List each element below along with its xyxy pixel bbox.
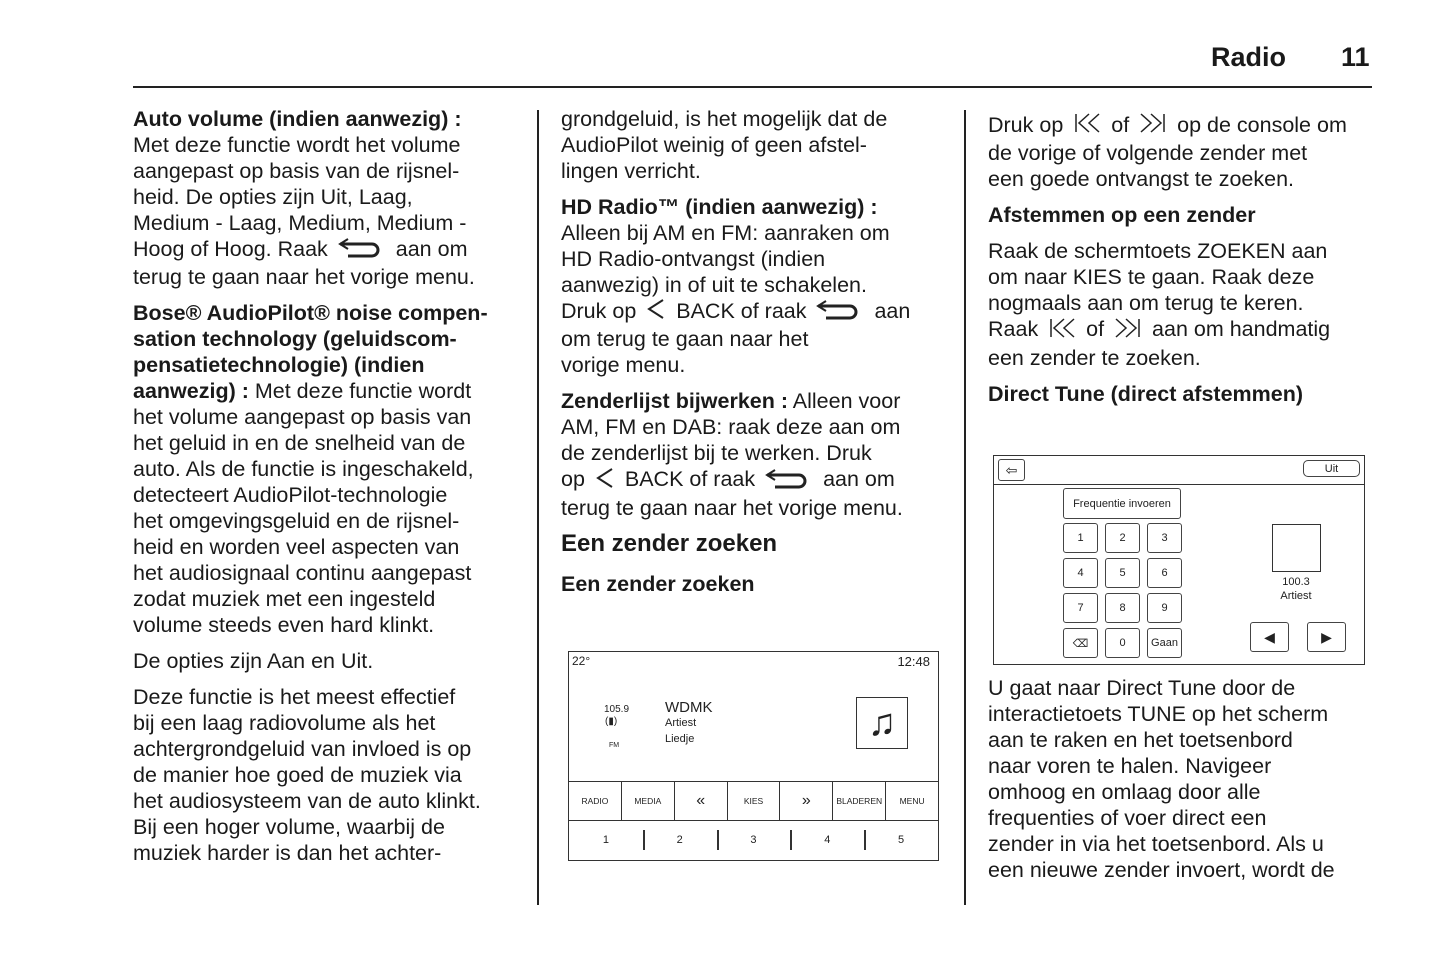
text-run: aanwezig) in of uit te schakelen. bbox=[561, 273, 867, 297]
text-run: of bbox=[1105, 113, 1136, 137]
preset-3: 3 bbox=[750, 834, 757, 846]
frequency: 105.9 bbox=[604, 704, 630, 715]
text-run: Druk op bbox=[561, 299, 643, 323]
radio-screen-illustration bbox=[568, 651, 939, 861]
text-run: zender in via het toetsenbord. Als u bbox=[988, 832, 1324, 856]
text-run: of bbox=[1080, 317, 1111, 342]
text-line bbox=[133, 352, 533, 378]
text-line bbox=[133, 210, 533, 236]
preset-slot bbox=[643, 821, 717, 859]
text-line bbox=[561, 326, 956, 352]
text-run: het audiosignaal continu aangepast bbox=[133, 561, 472, 586]
text-line bbox=[133, 612, 533, 638]
key-0: 0 bbox=[1105, 628, 1140, 658]
chevron-left-icon bbox=[646, 298, 666, 326]
text-line bbox=[133, 710, 533, 736]
text-line bbox=[133, 430, 533, 456]
back-arrow-icon: ⇦ bbox=[998, 459, 1025, 481]
text-line bbox=[133, 736, 533, 762]
text-run: aan om handmatig bbox=[1146, 317, 1331, 342]
text-line bbox=[133, 378, 533, 404]
text-run: naar voren te halen. Navigeer bbox=[988, 754, 1272, 778]
text-line bbox=[133, 184, 533, 210]
text-line bbox=[133, 586, 533, 612]
text-run: omhoog en omlaag door alle bbox=[988, 780, 1261, 804]
text-run: Hoog of Hoog. Raak bbox=[133, 237, 334, 261]
column-2-text bbox=[561, 106, 956, 521]
preset-bar bbox=[569, 821, 938, 859]
text-line bbox=[561, 352, 956, 378]
text-run: HD Radio™ (indien aanwezig) : bbox=[561, 195, 878, 219]
direct-tune-screen-illustration bbox=[993, 455, 1365, 665]
text-line bbox=[988, 727, 1373, 753]
text-run: aanwezig) : bbox=[133, 379, 249, 404]
text-line bbox=[988, 166, 1373, 192]
text-run: sation technology (geluidscom- bbox=[133, 327, 457, 352]
text-line bbox=[561, 440, 956, 466]
text-run: vorige menu. bbox=[561, 353, 686, 378]
text-run: Raak bbox=[988, 317, 1045, 342]
column-3-top bbox=[988, 112, 1373, 417]
radio-button-0: RADIO bbox=[581, 796, 609, 806]
preset-separator bbox=[717, 830, 719, 850]
key-7: 7 bbox=[1063, 593, 1098, 623]
text-run: detecteert AudioPilot-technologie bbox=[133, 483, 448, 508]
clock: 12:48 bbox=[897, 654, 930, 669]
text-line bbox=[561, 388, 956, 414]
text-line bbox=[561, 495, 956, 521]
radio-button-2: « bbox=[674, 782, 727, 820]
preset-4: 4 bbox=[824, 834, 831, 846]
section-heading: Een zender zoeken bbox=[561, 529, 778, 557]
music-note-icon: ♫ bbox=[856, 697, 908, 749]
text-run: het audiosysteem van de auto klinkt. bbox=[133, 789, 481, 814]
text-line bbox=[561, 414, 956, 440]
text-line bbox=[133, 508, 533, 534]
page-number: 11 bbox=[1341, 42, 1370, 72]
text-run: terug te gaan naar het vorige menu. bbox=[561, 495, 903, 520]
chevron-left-icon bbox=[595, 467, 615, 495]
text-run: een zender te zoeken. bbox=[988, 345, 1201, 370]
text-run: om naar KIES te gaan. Raak deze bbox=[988, 265, 1315, 290]
text-run: Medium - Laag, Medium, Medium - bbox=[133, 211, 467, 235]
paragraph bbox=[988, 202, 1373, 228]
back-icon bbox=[765, 467, 813, 495]
previous-station-icon bbox=[1073, 112, 1101, 140]
preset-separator bbox=[864, 830, 866, 850]
enter-frequency-label: Frequentie invoeren bbox=[1063, 488, 1181, 519]
radio-button-5: BLADEREN bbox=[832, 782, 885, 820]
text-run: de zenderlijst bij te werken. Druk bbox=[561, 441, 872, 466]
text-line bbox=[133, 404, 533, 430]
preset-slot bbox=[717, 821, 791, 859]
text-run: Direct Tune (direct afstemmen) bbox=[988, 381, 1304, 406]
text-line bbox=[988, 264, 1373, 290]
text-line bbox=[133, 684, 533, 710]
text-run: Bose® AudioPilot® noise compen- bbox=[133, 301, 488, 326]
text-line bbox=[988, 381, 1373, 407]
text-line bbox=[133, 814, 533, 840]
column-1 bbox=[133, 106, 533, 876]
text-line bbox=[133, 300, 533, 326]
text-line bbox=[133, 106, 533, 132]
text-line bbox=[133, 788, 533, 814]
paragraph bbox=[988, 238, 1373, 370]
paragraph bbox=[988, 112, 1373, 192]
text-run: het omgevingsgeluid en de rijsnel- bbox=[133, 509, 460, 534]
text-run: nogmaals aan om terug te keren. bbox=[988, 291, 1304, 316]
key-6: 6 bbox=[1147, 558, 1182, 588]
text-run: Alleen bij AM en FM: aanraken om bbox=[561, 221, 890, 245]
radio-button-6: MENU bbox=[885, 782, 938, 820]
text-line bbox=[988, 805, 1373, 831]
subsection-heading: Een zender zoeken bbox=[561, 571, 755, 596]
text-run: U gaat naar Direct Tune door de bbox=[988, 676, 1296, 700]
back-icon bbox=[816, 298, 864, 326]
paragraph bbox=[133, 648, 533, 674]
text-run: Zenderlijst bijwerken : bbox=[561, 389, 788, 414]
text-line bbox=[561, 272, 956, 298]
text-line bbox=[561, 466, 956, 494]
text-run: Raak de schermtoets ZOEKEN aan bbox=[988, 239, 1328, 264]
text-line bbox=[988, 316, 1373, 344]
preset-1: 1 bbox=[602, 834, 609, 846]
tuned-artist: Artiest bbox=[1280, 590, 1312, 602]
text-line bbox=[561, 246, 956, 272]
text-run: het volume aangepast op basis van bbox=[133, 405, 472, 430]
text-run: de manier hoe goed de muziek via bbox=[133, 763, 462, 788]
text-line bbox=[133, 264, 533, 290]
key-Gaan: Gaan bbox=[1147, 628, 1182, 658]
text-line bbox=[133, 648, 533, 674]
text-line bbox=[561, 106, 956, 132]
key-4: 4 bbox=[1063, 558, 1098, 588]
text-run: Deze functie is het meest effectief bbox=[133, 685, 456, 710]
radio-button-1: MEDIA bbox=[621, 782, 674, 820]
text-run: Auto volume (indien aanwezig) : bbox=[133, 107, 462, 131]
text-line bbox=[133, 560, 533, 586]
text-run: BACK of raak bbox=[670, 299, 813, 323]
paragraph bbox=[988, 675, 1373, 883]
text-run: de vorige of volgende zender met bbox=[988, 141, 1308, 166]
text-run: aangepast op basis van de rijsnel- bbox=[133, 159, 460, 183]
back-icon bbox=[338, 236, 386, 264]
text-run: heid en worden veel aspecten van bbox=[133, 535, 460, 560]
text-run: terug te gaan naar het vorige menu. bbox=[133, 265, 475, 290]
text-run: BACK of raak bbox=[618, 467, 762, 492]
text-run: volume steeds even hard klinkt. bbox=[133, 613, 435, 638]
preset-slot bbox=[790, 821, 864, 859]
album-art-placeholder bbox=[1272, 524, 1321, 572]
text-run: aan bbox=[868, 299, 911, 323]
artist: Artiest bbox=[665, 717, 697, 729]
preset-5: 5 bbox=[898, 834, 905, 846]
paragraph bbox=[561, 194, 956, 378]
text-run: het geluid in en de snelheid van de bbox=[133, 431, 466, 456]
text-line bbox=[133, 762, 533, 788]
temperature: 22° bbox=[572, 654, 591, 668]
text-run: een nieuwe zender invoert, wordt de bbox=[988, 858, 1335, 882]
radio-button-4: » bbox=[779, 782, 832, 820]
preset-separator bbox=[643, 830, 645, 850]
column-divider bbox=[537, 110, 539, 905]
text-line bbox=[988, 290, 1373, 316]
seek-forward-icon bbox=[1114, 317, 1142, 345]
key-8: 8 bbox=[1105, 593, 1140, 623]
header-rule bbox=[133, 86, 1372, 88]
text-line bbox=[561, 298, 956, 326]
text-line bbox=[133, 158, 533, 184]
text-line bbox=[988, 238, 1373, 264]
text-run: zodat muziek met een ingesteld bbox=[133, 587, 436, 612]
text-run: Met deze functie wordt bbox=[248, 379, 472, 404]
text-line bbox=[988, 701, 1373, 727]
text-line bbox=[988, 675, 1373, 701]
station-name: WDMK bbox=[665, 699, 713, 716]
text-run: Bij een hoger volume, waarbij de bbox=[133, 815, 445, 840]
radio-button-bar bbox=[569, 781, 938, 821]
backspace-icon: ⌫ bbox=[1063, 628, 1098, 658]
preset-slot bbox=[569, 821, 643, 859]
text-run: een goede ontvangst te zoeken. bbox=[988, 167, 1295, 192]
exit-button: Uit bbox=[1303, 460, 1360, 477]
preset-separator bbox=[790, 830, 792, 850]
paragraph bbox=[561, 106, 956, 184]
next-station-icon bbox=[1139, 112, 1167, 140]
paragraph bbox=[561, 388, 956, 520]
text-run: op de console om bbox=[1171, 113, 1347, 137]
text-line bbox=[988, 345, 1373, 371]
preset-slot bbox=[864, 821, 938, 859]
text-run: heid. De opties zijn Uit, Laag, bbox=[133, 185, 413, 209]
text-run: Met deze functie wordt het volume bbox=[133, 133, 461, 157]
text-run: grondgeluid, is het mogelijk dat de bbox=[561, 107, 888, 131]
text-line bbox=[561, 158, 956, 184]
antenna-icon: (▮) bbox=[605, 716, 618, 727]
text-line bbox=[133, 326, 533, 352]
text-run: muziek harder is dan het achter- bbox=[133, 841, 442, 866]
paragraph bbox=[133, 684, 533, 866]
text-line bbox=[988, 112, 1373, 140]
text-run: pensatietechnologie) (indien bbox=[133, 353, 425, 378]
band: FM bbox=[609, 742, 620, 749]
text-run: HD Radio-ontvangst (indien bbox=[561, 247, 826, 271]
text-line bbox=[988, 779, 1373, 805]
text-run: op bbox=[561, 467, 591, 492]
text-run: om terug te gaan naar het bbox=[561, 327, 809, 352]
key-3: 3 bbox=[1147, 523, 1182, 553]
text-line bbox=[561, 220, 956, 246]
seek-back-icon bbox=[1048, 317, 1076, 345]
column-3-bottom bbox=[988, 675, 1373, 893]
text-line bbox=[133, 456, 533, 482]
text-line bbox=[133, 132, 533, 158]
text-run: De opties zijn Aan en Uit. bbox=[133, 649, 374, 674]
text-run: Afstemmen op een zender bbox=[988, 203, 1256, 228]
paragraph bbox=[133, 106, 533, 290]
text-run: Alleen voor bbox=[788, 389, 901, 414]
text-line bbox=[561, 132, 956, 158]
text-run: bij een laag radiovolume als het bbox=[133, 711, 436, 736]
key-5: 5 bbox=[1105, 558, 1140, 588]
text-run: auto. Als de functie is ingeschakeld, bbox=[133, 457, 474, 482]
next-arrow-icon: ▶ bbox=[1307, 622, 1346, 652]
text-line bbox=[988, 857, 1373, 883]
text-line bbox=[988, 753, 1373, 779]
radio-button-3: KIES bbox=[727, 782, 780, 820]
text-line bbox=[133, 840, 533, 866]
key-1: 1 bbox=[1063, 523, 1098, 553]
paragraph bbox=[988, 381, 1373, 407]
song: Liedje bbox=[665, 733, 695, 745]
text-line bbox=[988, 140, 1373, 166]
text-line bbox=[988, 831, 1373, 857]
text-run: AudioPilot weinig of geen afstel- bbox=[561, 133, 867, 157]
column-divider bbox=[964, 110, 966, 905]
text-run: aan om bbox=[817, 467, 895, 492]
previous-arrow-icon: ◀ bbox=[1250, 622, 1289, 652]
text-run: aan om bbox=[389, 237, 468, 261]
text-run: frequenties of voer direct een bbox=[988, 806, 1267, 830]
text-run: AM, FM en DAB: raak deze aan om bbox=[561, 415, 901, 440]
column-2 bbox=[561, 106, 956, 597]
text-run: achtergrondgeluid van invloed is op bbox=[133, 737, 472, 762]
tuned-frequency: 100.3 bbox=[1282, 576, 1310, 588]
text-run: lingen verricht. bbox=[561, 159, 701, 183]
paragraph bbox=[133, 300, 533, 638]
text-line bbox=[133, 482, 533, 508]
text-line bbox=[133, 236, 533, 264]
section-title: Radio bbox=[1211, 42, 1287, 72]
screen-divider bbox=[994, 484, 1364, 485]
text-run: aan te raken en het toetsenbord bbox=[988, 728, 1293, 752]
key-9: 9 bbox=[1147, 593, 1182, 623]
text-run: Druk op bbox=[988, 113, 1070, 137]
text-line bbox=[133, 534, 533, 560]
preset-2: 2 bbox=[676, 834, 683, 846]
text-run: interactietoets TUNE op het scherm bbox=[988, 702, 1329, 726]
text-line bbox=[988, 202, 1373, 228]
key-2: 2 bbox=[1105, 523, 1140, 553]
text-line bbox=[561, 194, 956, 220]
